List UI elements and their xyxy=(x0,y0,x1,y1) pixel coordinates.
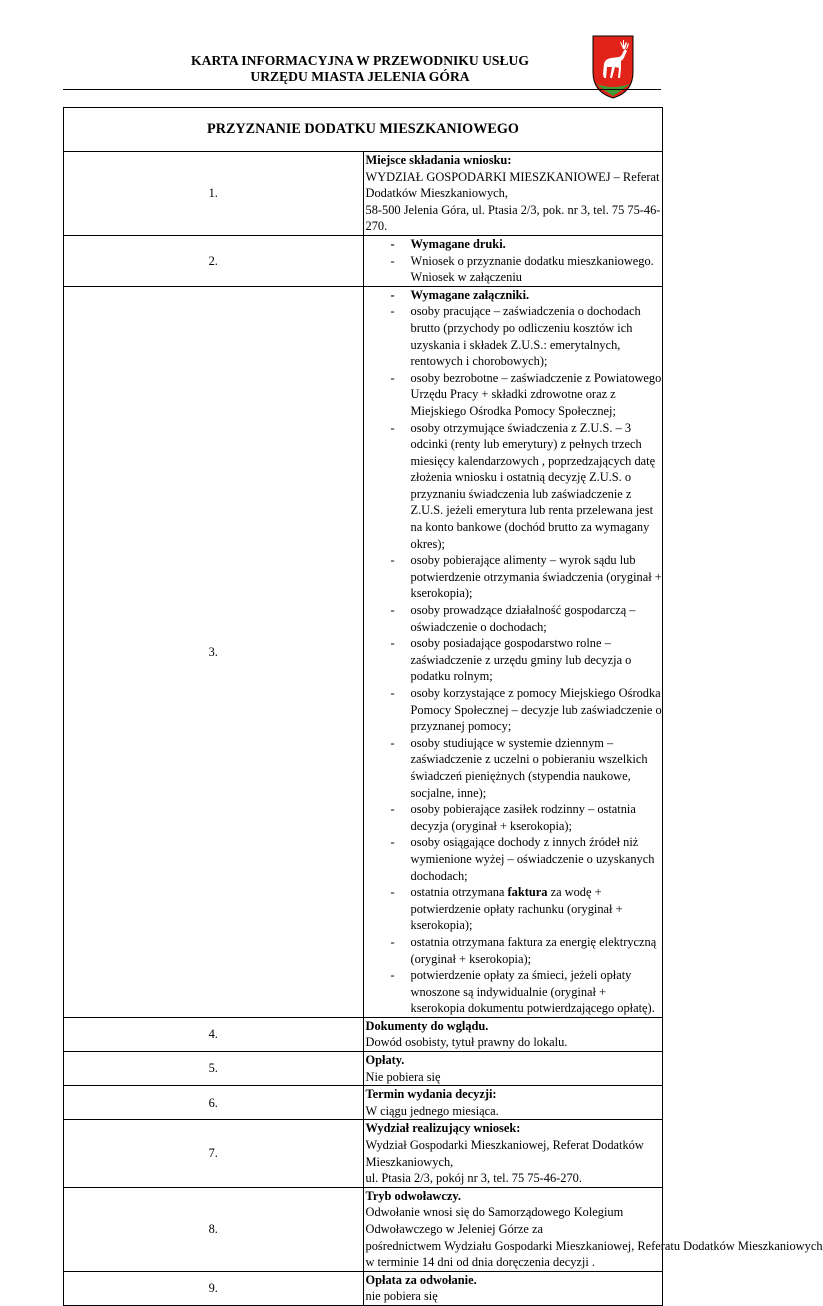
list-item xyxy=(366,884,663,934)
section-line: nie pobiera się xyxy=(365,1289,438,1304)
list-item: - osoby bezrobotne – zaświadczenie z Powiatowego Urzędu Pracy + składki zdrowotne oraz z Miejskiego Ośrodka Pomocy Społecznej; xyxy=(366,370,663,420)
section-line: ul. Ptasia 2/3, pokój nr 3, tel. 75 75-46-270. xyxy=(365,1171,582,1186)
section-label: Opłaty. xyxy=(365,1053,405,1068)
list-item: - Wniosek o przyznanie dodatku mieszkaniowego. Wniosek w załączeniu xyxy=(366,253,663,286)
section-line: w terminie 14 dni od dnia doręczenia decyzji . xyxy=(365,1255,595,1270)
row-content xyxy=(363,1052,663,1086)
table-row xyxy=(64,1187,663,1271)
title-line-2: URZĘDU MIASTA JELENIA GÓRA xyxy=(250,69,470,84)
list-item: - osoby prowadzące działalność gospodarczą – oświadczenie o dochodach; xyxy=(366,602,663,635)
list-item: - Wymagane druki. xyxy=(366,236,663,253)
section-label: Wydział realizujący wniosek: xyxy=(365,1121,521,1136)
table-row xyxy=(64,286,663,1017)
heading-row xyxy=(64,108,663,152)
row-content xyxy=(363,1017,663,1051)
section-line: Odwołanie wnosi się do Samorządowego Kolegium Odwoławczego w Jeleniej Górze za xyxy=(365,1205,624,1236)
list-item: - osoby osiągające dochody z innych źródeł niż wymienione wyżej – oświadczenie o uzyskanych dochodach; xyxy=(366,834,663,884)
row-content xyxy=(363,286,663,1017)
list-item: - osoby posiadające gospodarstwo rolne – zaświadczenie z urzędu gminy lub decyzja o podatku rolnym; xyxy=(366,635,663,685)
section-line: Wydział Gospodarki Mieszkaniowej, Referat Dodatków Mieszkaniowych, xyxy=(365,1138,644,1169)
list-item: - osoby otrzymujące świadczenia z Z.U.S. – 3 odcinki (renty lub emerytury) z pełnych trzech miesięcy kalendarzowych , poprzedzających datę złożenia wniosku i ostatnią decyzję Z.U.S. o przyznaniu świadczenia lub zaświadczenie z Z.U.S. jeżeli emerytura lub renta przelewana jest na konto bankowe (dochód brutto za wymagany okres); xyxy=(366,420,663,553)
list-item: - potwierdzenie opłaty za śmieci, jeżeli opłaty wnoszone są indywidualnie (oryginał + kserokopia dokumentu potwierdzającego opłatę). xyxy=(366,967,663,1017)
coat-of-arms-deer-icon xyxy=(590,34,636,100)
section-line: Nie pobiera się xyxy=(365,1069,441,1084)
list-item: - osoby korzystające z pomocy Miejskiego Ośrodka Pomocy Społecznej – decyzje lub zaświadczenie o przyznanej pomocy; xyxy=(366,685,663,735)
list-item: - osoby pobierające zasiłek rodzinny – ostatnia decyzja (oryginał + kserokopia); xyxy=(366,801,663,834)
row-number: 8. xyxy=(64,1187,364,1271)
row-number: 1. xyxy=(64,152,364,236)
row-content xyxy=(363,1120,663,1187)
row-number: 6. xyxy=(64,1086,364,1120)
row-number: 3. xyxy=(64,286,364,1017)
list-item-text: ostatnia otrzymana xyxy=(410,885,508,900)
table-row xyxy=(64,1017,663,1051)
list-item-emphasis: faktura xyxy=(507,885,548,900)
section-line: W ciągu jednego miesiąca. xyxy=(365,1103,499,1118)
table-row xyxy=(64,235,663,286)
list xyxy=(366,236,663,286)
row-content xyxy=(363,1187,823,1271)
table-row xyxy=(64,152,663,236)
list-item: - ostatnia otrzymana faktura za energię elektryczną (oryginał + kserokopia); xyxy=(366,934,663,967)
info-card-table xyxy=(63,107,823,1306)
section-line: Dowód osobisty, tytuł prawny do lokalu. xyxy=(365,1035,568,1050)
table-row xyxy=(64,1052,663,1086)
row-content xyxy=(363,152,663,236)
list-item: - osoby pracujące – zaświadczenia o dochodach brutto (przychody po odliczeniu kosztów ich uzyskania i składek Z.U.S.: emerytalnych, rentowych i chorobowych); xyxy=(366,303,663,369)
row-number: 7. xyxy=(64,1120,364,1187)
row-number: 5. xyxy=(64,1052,364,1086)
row-number: 9. xyxy=(64,1271,364,1305)
row-number: 2. xyxy=(64,235,364,286)
section-line: 58-500 Jelenia Góra, ul. Ptasia 2/3, pok. nr 3, tel. 75 75-46-270. xyxy=(365,202,661,234)
document-title xyxy=(120,53,600,85)
section-label: Termin wydania decyzji: xyxy=(365,1087,497,1102)
list xyxy=(366,287,663,1017)
list-item: - osoby studiujące w systemie dziennym – zaświadczenie z uczelni o pobieraniu wszelkich świadczeń pieniężnych (stypendia naukowe, socjalne, inne); xyxy=(366,735,663,801)
header-divider xyxy=(63,89,661,90)
card-heading: PRZYZNANIE DODATKU MIESZKANIOWEGO xyxy=(64,108,663,152)
section-label: Tryb odwoławczy. xyxy=(365,1188,461,1203)
row-content xyxy=(363,1086,663,1120)
list-item: - Wymagane załączniki. xyxy=(366,287,663,304)
section-line: pośrednictwem Wydziału Gospodarki Mieszkaniowej, Referatu Dodatków Mieszkaniowych xyxy=(365,1238,823,1253)
row-number: 4. xyxy=(64,1017,364,1051)
table-row xyxy=(64,1271,663,1305)
section-line: WYDZIAŁ GOSPODARKI MIESZKANIOWEJ – Referat Dodatków Mieszkaniowych, xyxy=(365,169,660,201)
list-item: - osoby pobierające alimenty – wyrok sądu lub potwierdzenie otrzymania świadczenia (oryginał + kserokopia); xyxy=(366,552,663,602)
list-item-text: za wodę + potwierdzenie opłaty rachunku (oryginał + kserokopia); xyxy=(410,885,623,933)
title-line-1: KARTA INFORMACYJNA W PRZEWODNIKU USŁUG xyxy=(191,53,529,68)
section-label: Opłata za odwołanie. xyxy=(365,1272,477,1287)
section-label: Dokumenty do wglądu. xyxy=(365,1018,489,1033)
table-row xyxy=(64,1120,663,1187)
section-label: Miejsce składania wniosku: xyxy=(365,153,512,167)
table-row xyxy=(64,1086,663,1120)
row-content xyxy=(363,1271,663,1305)
row-content xyxy=(363,235,663,286)
